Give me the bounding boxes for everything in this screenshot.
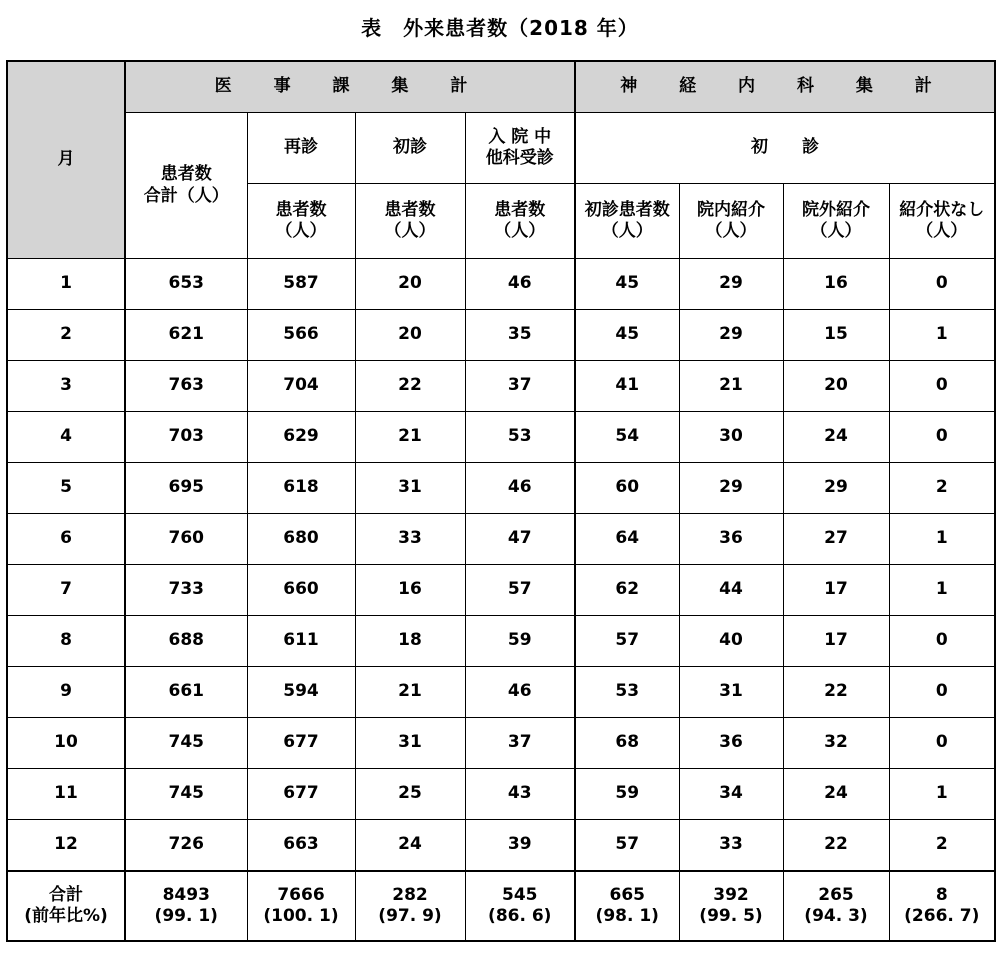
header-saishin: 再診 xyxy=(247,113,355,184)
cell-total: 733 xyxy=(125,565,247,616)
cell-total-nashi xyxy=(889,871,995,941)
cell-month: 2 xyxy=(7,310,125,361)
cell-total-shoshin-pct: (97. 9) xyxy=(378,906,442,926)
cell-total: 703 xyxy=(125,412,247,463)
cell-ingai: 15 xyxy=(783,310,889,361)
cell-nyuin: 43 xyxy=(465,769,575,820)
table-row xyxy=(7,769,995,820)
table-row xyxy=(7,514,995,565)
cell-total-label-line2: (前年比%) xyxy=(24,906,108,926)
cell-total-saishin-value: 7666 xyxy=(277,884,325,905)
cell-total: 661 xyxy=(125,667,247,718)
table-row xyxy=(7,310,995,361)
cell-sh-patients: 60 xyxy=(575,463,679,514)
cell-nyuin: 46 xyxy=(465,667,575,718)
table-row-total xyxy=(7,871,995,941)
cell-ingai: 27 xyxy=(783,514,889,565)
cell-total-total-pct: (99. 1) xyxy=(154,906,218,926)
table-row xyxy=(7,667,995,718)
cell-total: 760 xyxy=(125,514,247,565)
header-nyuin xyxy=(465,113,575,184)
cell-total-saishin xyxy=(247,871,355,941)
header-ingai-line1: 院外紹介 xyxy=(802,199,870,220)
cell-innai: 36 xyxy=(679,718,783,769)
cell-total-ingai-pct: (94. 3) xyxy=(804,906,868,926)
cell-total-nashi-value: 8 xyxy=(935,884,948,905)
header-saishin-patients-line2: （人） xyxy=(275,221,327,241)
cell-nashi: 0 xyxy=(889,616,995,667)
cell-total-sh-patients xyxy=(575,871,679,941)
header-total-patients-line1: 患者数 xyxy=(160,164,212,185)
header-sh-patients xyxy=(575,184,679,259)
cell-saishin: 587 xyxy=(247,259,355,310)
cell-total-sh-patients-pct: (98. 1) xyxy=(595,906,659,926)
table-row xyxy=(7,463,995,514)
cell-shoshin: 21 xyxy=(355,412,465,463)
cell-ingai: 22 xyxy=(783,820,889,872)
cell-sh-patients: 45 xyxy=(575,310,679,361)
cell-total-nyuin-value: 545 xyxy=(502,884,538,905)
header-ingai xyxy=(783,184,889,259)
header-total-patients xyxy=(125,113,247,259)
cell-shoshin: 33 xyxy=(355,514,465,565)
cell-total-total xyxy=(125,871,247,941)
cell-total: 745 xyxy=(125,769,247,820)
cell-sh-patients: 62 xyxy=(575,565,679,616)
cell-nashi: 0 xyxy=(889,718,995,769)
cell-nyuin: 37 xyxy=(465,718,575,769)
cell-total-ingai xyxy=(783,871,889,941)
cell-month: 8 xyxy=(7,616,125,667)
cell-nashi: 1 xyxy=(889,514,995,565)
cell-innai: 21 xyxy=(679,361,783,412)
cell-nyuin: 37 xyxy=(465,361,575,412)
cell-saishin: 660 xyxy=(247,565,355,616)
cell-total-shoshin-value: 282 xyxy=(392,884,428,905)
cell-month: 12 xyxy=(7,820,125,872)
cell-month: 6 xyxy=(7,514,125,565)
cell-shoshin: 20 xyxy=(355,310,465,361)
cell-ingai: 22 xyxy=(783,667,889,718)
cell-total-innai-pct: (99. 5) xyxy=(699,906,763,926)
header-group-shinkei xyxy=(575,61,995,113)
cell-total-label xyxy=(7,871,125,941)
cell-saishin: 663 xyxy=(247,820,355,872)
cell-month: 10 xyxy=(7,718,125,769)
cell-total: 653 xyxy=(125,259,247,310)
header-innai xyxy=(679,184,783,259)
cell-ingai: 17 xyxy=(783,616,889,667)
cell-nyuin: 35 xyxy=(465,310,575,361)
cell-shoshin: 31 xyxy=(355,718,465,769)
cell-nashi: 2 xyxy=(889,463,995,514)
cell-nyuin: 57 xyxy=(465,565,575,616)
header-nashi-line2: （人） xyxy=(916,221,968,241)
header-month: 月 xyxy=(7,61,125,259)
cell-ingai: 20 xyxy=(783,361,889,412)
header-ingai-line2: （人） xyxy=(810,221,862,241)
cell-nashi: 1 xyxy=(889,769,995,820)
cell-sh-patients: 59 xyxy=(575,769,679,820)
cell-shoshin: 31 xyxy=(355,463,465,514)
header-group-iji xyxy=(125,61,575,113)
cell-total-innai xyxy=(679,871,783,941)
cell-innai: 31 xyxy=(679,667,783,718)
cell-saishin: 629 xyxy=(247,412,355,463)
table-row xyxy=(7,412,995,463)
cell-shoshin: 16 xyxy=(355,565,465,616)
cell-nyuin: 39 xyxy=(465,820,575,872)
header-nyuin-line1: 入 院 中 xyxy=(488,126,552,147)
cell-nashi: 0 xyxy=(889,361,995,412)
cell-innai: 36 xyxy=(679,514,783,565)
cell-total: 726 xyxy=(125,820,247,872)
header-saishin-patients xyxy=(247,184,355,259)
cell-sh-patients: 45 xyxy=(575,259,679,310)
cell-saishin: 677 xyxy=(247,769,355,820)
cell-sh-patients: 41 xyxy=(575,361,679,412)
cell-nashi: 2 xyxy=(889,820,995,872)
cell-saishin: 618 xyxy=(247,463,355,514)
cell-saishin: 611 xyxy=(247,616,355,667)
cell-nyuin: 46 xyxy=(465,259,575,310)
cell-sh-patients: 54 xyxy=(575,412,679,463)
header-innai-line1: 院内紹介 xyxy=(697,199,765,220)
header-shoshin-patients-line1: 患者数 xyxy=(384,199,436,220)
cell-total-nashi-pct: (266. 7) xyxy=(904,906,980,926)
cell-month: 3 xyxy=(7,361,125,412)
cell-sh-patients: 64 xyxy=(575,514,679,565)
cell-total: 763 xyxy=(125,361,247,412)
cell-nashi: 1 xyxy=(889,310,995,361)
header-nyuin-patients xyxy=(465,184,575,259)
cell-nashi: 1 xyxy=(889,565,995,616)
cell-nyuin: 53 xyxy=(465,412,575,463)
table-title: 表 外来患者数（2018 年） xyxy=(361,16,639,40)
cell-ingai: 17 xyxy=(783,565,889,616)
cell-shoshin: 18 xyxy=(355,616,465,667)
header-nyuin-patients-line1: 患者数 xyxy=(494,199,546,220)
cell-nashi: 0 xyxy=(889,259,995,310)
cell-nyuin: 46 xyxy=(465,463,575,514)
cell-sh-patients: 53 xyxy=(575,667,679,718)
header-nyuin-patients-line2: （人） xyxy=(494,221,546,241)
header-sh-patients-line1: 初診患者数 xyxy=(584,199,670,220)
cell-sh-patients: 57 xyxy=(575,616,679,667)
cell-total: 695 xyxy=(125,463,247,514)
cell-nyuin: 47 xyxy=(465,514,575,565)
cell-total-label-line1: 合計 xyxy=(49,884,83,905)
cell-saishin: 566 xyxy=(247,310,355,361)
header-nashi-line1: 紹介状なし xyxy=(899,199,985,220)
cell-ingai: 29 xyxy=(783,463,889,514)
cell-total-sh-patients-value: 665 xyxy=(609,884,645,905)
cell-nashi: 0 xyxy=(889,667,995,718)
header-shoshin-patients xyxy=(355,184,465,259)
cell-month: 11 xyxy=(7,769,125,820)
cell-innai: 30 xyxy=(679,412,783,463)
header-shoshin: 初診 xyxy=(355,113,465,184)
header-shoshin-patients-line2: （人） xyxy=(384,221,436,241)
header-group-shinkei-label: 神 経 内 科 集 計 xyxy=(620,76,950,97)
cell-total: 621 xyxy=(125,310,247,361)
cell-saishin: 677 xyxy=(247,718,355,769)
cell-month: 4 xyxy=(7,412,125,463)
cell-shoshin: 22 xyxy=(355,361,465,412)
cell-nashi: 0 xyxy=(889,412,995,463)
table-row xyxy=(7,616,995,667)
table-row xyxy=(7,718,995,769)
cell-total-total-value: 8493 xyxy=(162,884,210,905)
cell-month: 7 xyxy=(7,565,125,616)
cell-ingai: 16 xyxy=(783,259,889,310)
header-shoshin-group: 初 診 xyxy=(575,113,995,184)
header-group-iji-label: 医 事 課 集 計 xyxy=(214,76,486,97)
table-body xyxy=(7,259,995,942)
cell-nyuin: 59 xyxy=(465,616,575,667)
table-row xyxy=(7,259,995,310)
header-nashi xyxy=(889,184,995,259)
cell-ingai: 32 xyxy=(783,718,889,769)
cell-month: 1 xyxy=(7,259,125,310)
cell-innai: 29 xyxy=(679,310,783,361)
cell-innai: 29 xyxy=(679,463,783,514)
cell-innai: 33 xyxy=(679,820,783,872)
cell-shoshin: 20 xyxy=(355,259,465,310)
header-total-patients-line2: 合計（人） xyxy=(143,185,229,206)
cell-total-innai-value: 392 xyxy=(713,884,749,905)
cell-total-saishin-pct: (100. 1) xyxy=(263,906,339,926)
table-row xyxy=(7,565,995,616)
cell-ingai: 24 xyxy=(783,769,889,820)
cell-saishin: 704 xyxy=(247,361,355,412)
cell-innai: 40 xyxy=(679,616,783,667)
cell-month: 9 xyxy=(7,667,125,718)
header-nyuin-line2: 他科受診 xyxy=(485,148,554,168)
cell-sh-patients: 57 xyxy=(575,820,679,872)
cell-innai: 34 xyxy=(679,769,783,820)
table-row xyxy=(7,820,995,872)
cell-total: 745 xyxy=(125,718,247,769)
cell-total-nyuin-pct: (86. 6) xyxy=(488,906,552,926)
cell-innai: 29 xyxy=(679,259,783,310)
cell-ingai: 24 xyxy=(783,412,889,463)
cell-saishin: 594 xyxy=(247,667,355,718)
cell-saishin: 680 xyxy=(247,514,355,565)
header-saishin-patients-line1: 患者数 xyxy=(275,199,327,220)
cell-shoshin: 25 xyxy=(355,769,465,820)
outpatient-table xyxy=(6,60,996,942)
header-innai-line2: （人） xyxy=(705,221,757,241)
cell-shoshin: 24 xyxy=(355,820,465,872)
cell-total-nyuin xyxy=(465,871,575,941)
cell-total: 688 xyxy=(125,616,247,667)
cell-month: 5 xyxy=(7,463,125,514)
cell-total-ingai-value: 265 xyxy=(818,884,854,905)
table-row xyxy=(7,361,995,412)
cell-total-shoshin xyxy=(355,871,465,941)
header-sh-patients-line2: （人） xyxy=(601,221,653,241)
cell-sh-patients: 68 xyxy=(575,718,679,769)
cell-shoshin: 21 xyxy=(355,667,465,718)
cell-innai: 44 xyxy=(679,565,783,616)
